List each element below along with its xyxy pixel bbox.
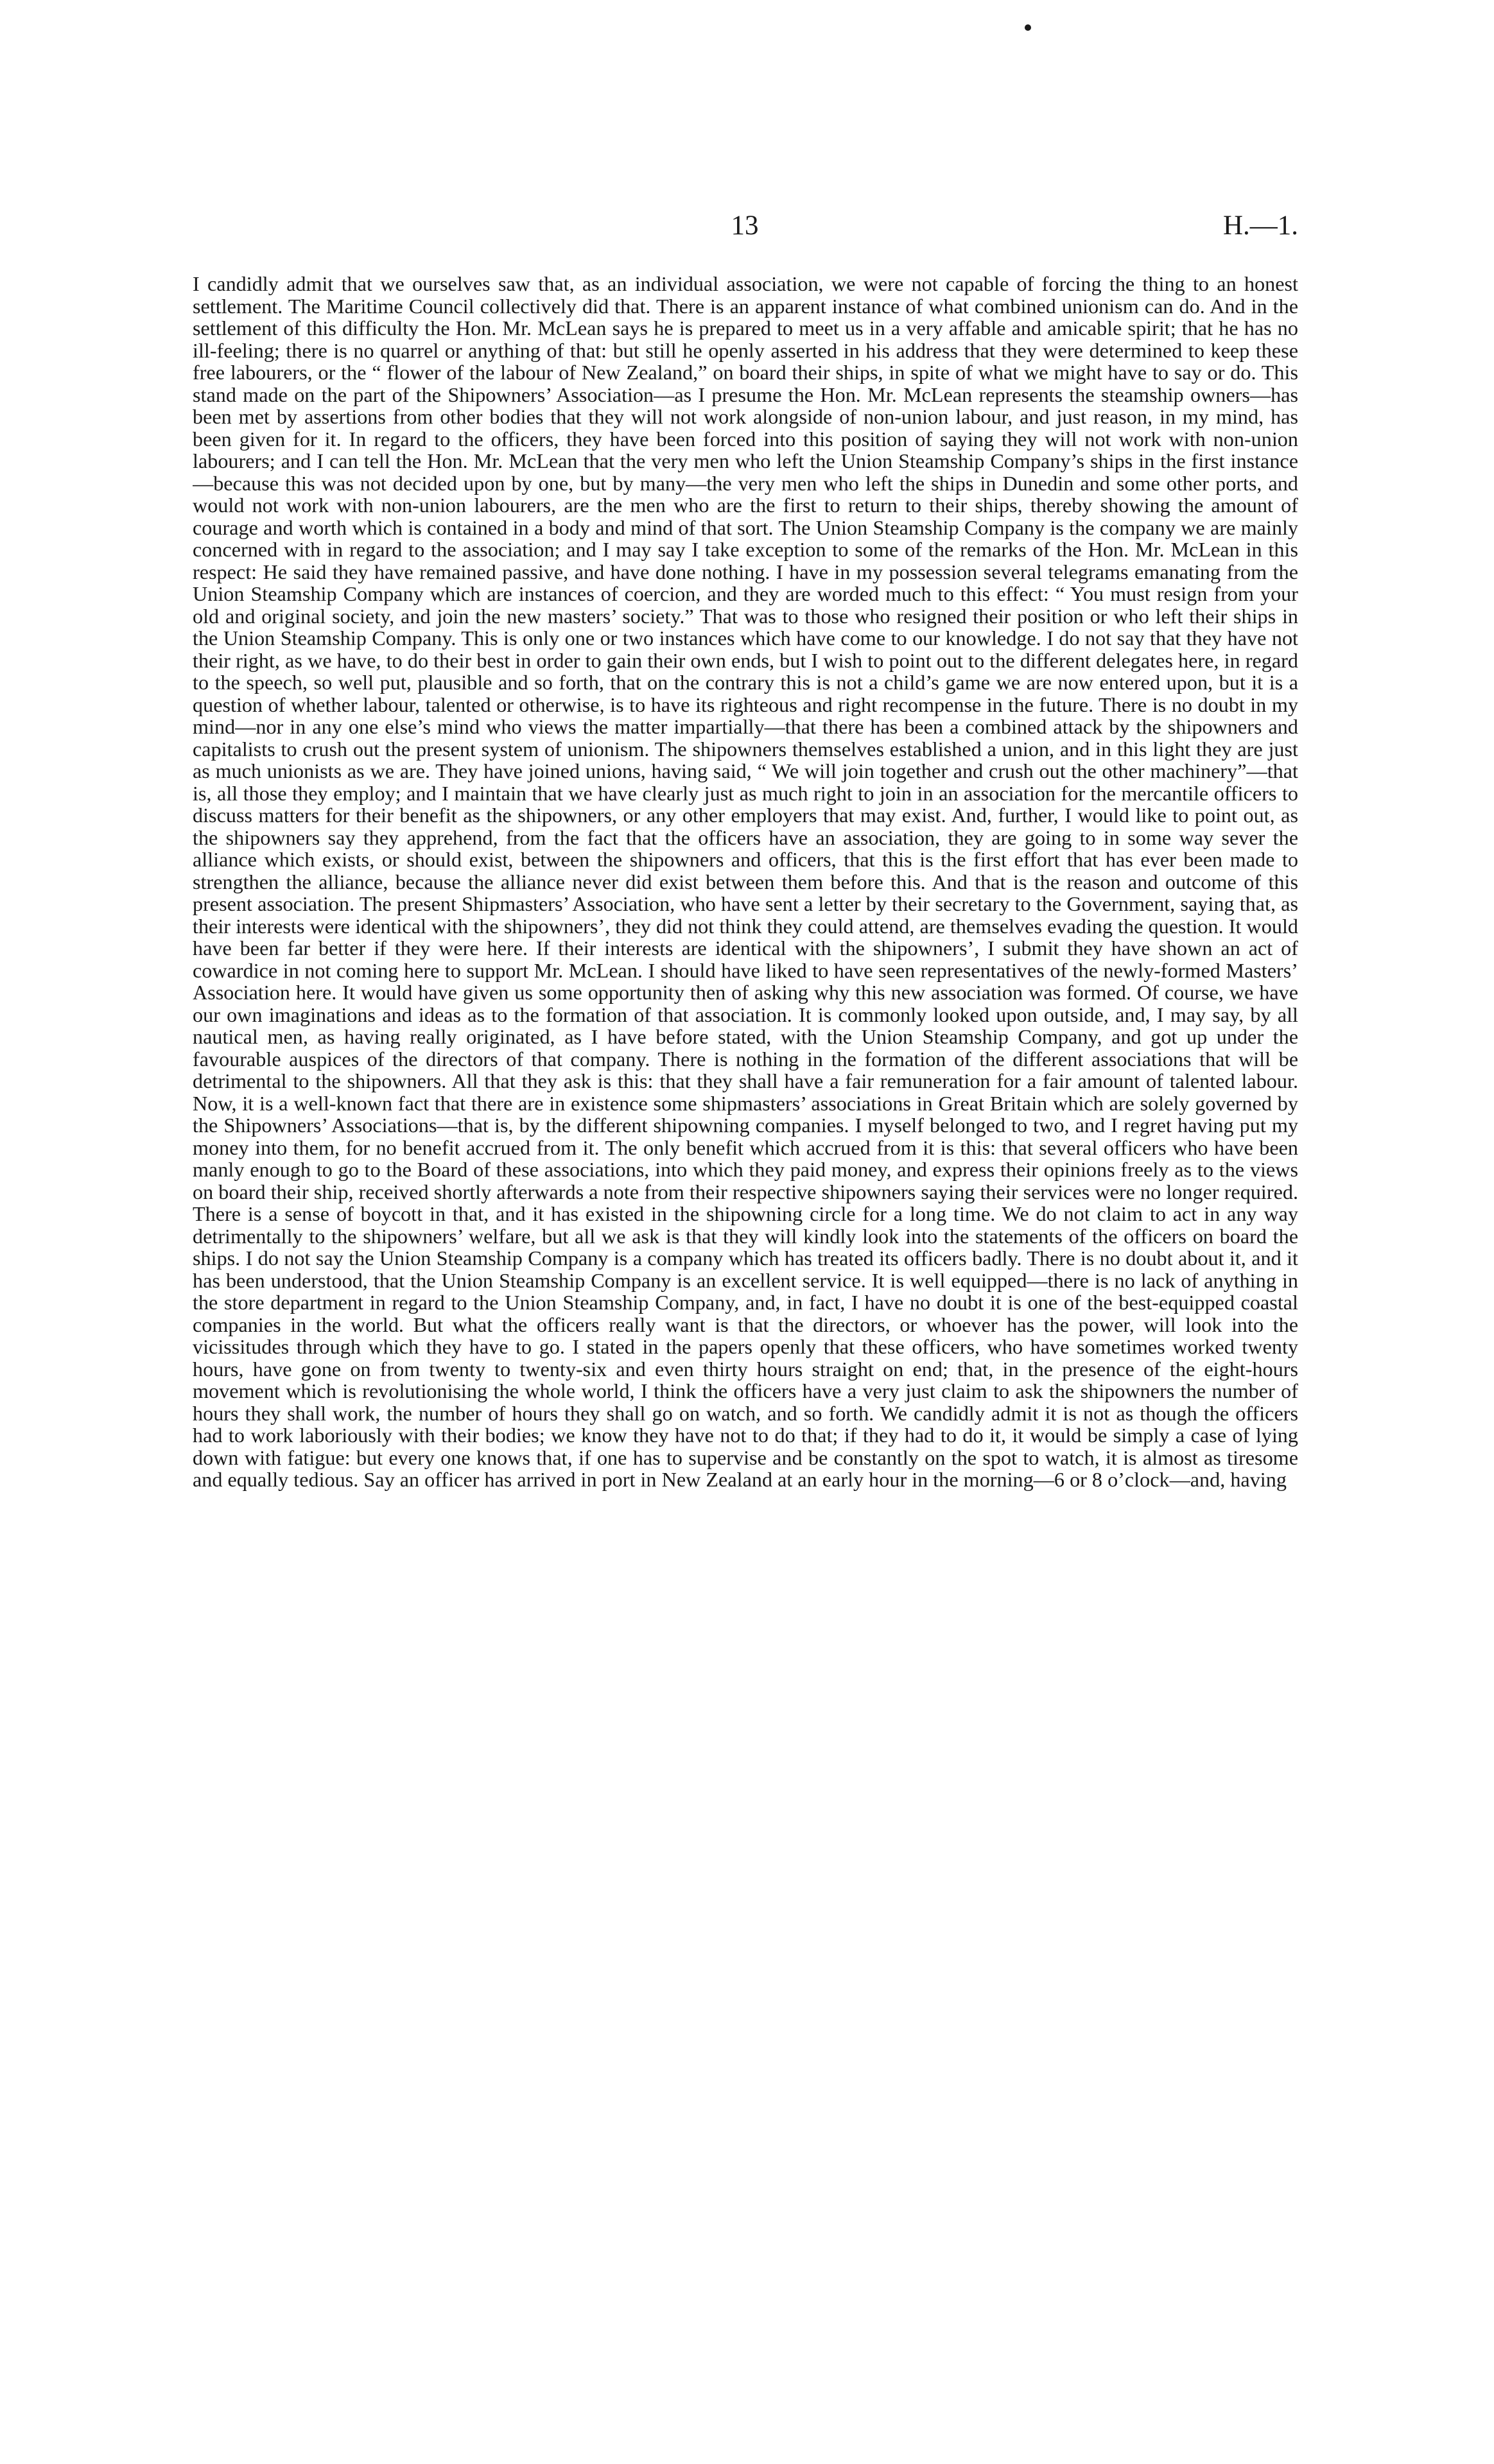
ink-speck [1025,24,1031,31]
page-header [193,207,1298,245]
document-reference: H.—1. [1222,211,1298,241]
page-number: 13 [731,211,759,241]
body-paragraph: I candidly admit that we ourselves saw that, as an individual association, we were not capable of forcing the thing to an honest settlement. The Maritime Council collectively did that. There is an apparent instance of what combined unionism can do. And in the settlement of this difficulty the Hon. Mr. McLean says he is prepared to meet us in a very affable and amicable spirit; that he has no ill-feeling; there is no quarrel or anything of that: but still he openly asserted in his address that they were determined to keep these free labourers, or the “ flower of the labour of New Zealand,” on board their ships, in spite of what we might have to say or do. This stand made on the part of the Shipowners’ Association—as I presume the Hon. Mr. McLean represents the steamship owners—has been met by assertions from other bodies that they will not work alongside of non-union labour, and just reason, in my mind, has been given for it. In regard to the officers, they have been forced into this position of saying they will not work with non-union labourers; and I can tell the Hon. Mr. McLean that the very men who left the Union Steamship Company’s ships in the first instance—because this was not decided upon by one, but by many—the very men who left the ships in Dunedin and some other ports, and would not work with non-union labourers, are the men who are the first to return to their ships, thereby showing the amount of courage and worth which is contained in a body and mind of that sort. The Union Steamship Company is the company we are mainly concerned with in regard to the association; and I may say I take exception to some of the remarks of the Hon. Mr. McLean in this respect: He said they have remained passive, and have done nothing. I have in my possession several telegrams emanating from the Union Steamship Company which are instances of coercion, and they are worded much to this effect: “ You must resign from your old and original society, and join the new masters’ society.” That was to those who resigned their position or who left their ships in the Union Steamship Company. This is only one or two instances which have come to our knowledge. I do not say that they have not their right, as we have, to do their best in order to gain their own ends, but I wish to point out to the different delegates here, in regard to the speech, so well put, plausible and so forth, that on the contrary this is not a child’s game we are now entered upon, but it is a question of whether labour, talented or otherwise, is to have its righteous and right recompense in the future. There is no doubt in my mind—nor in any one else’s mind who views the matter impartially—that there has been a combined attack by the shipowners and capitalists to crush out the present system of unionism. The shipowners themselves established a union, and in this light they are just as much unionists as we are. They have joined unions, having said, “ We will join together and crush out the other machinery”—that is, all those they employ; and I maintain that we have clearly just as much right to join in an association for the mercantile officers to discuss matters for their benefit as the shipowners, or any other employers that may exist. And, further, I would like to point out, as the shipowners say they apprehend, from the fact that the officers have an association, they are going to in some way sever the alliance which exists, or should exist, between the shipowners and officers, that this is the first effort that has ever been made to strengthen the alliance, because the alliance never did exist between them before this. And that is the reason and outcome of this present association. The present Shipmasters’ Association, who have sent a letter by their secretary to the Government, saying that, as their interests were identical with the shipowners’, they did not think they could attend, are themselves evading the question. It would have been far better if they were here. If their interests are identical with the shipowners’, I submit they have shown an act of cowardice in not coming here to support Mr. McLean. I should have liked to have seen representatives of the newly-formed Masters’ Association here. It would have given us some opportunity then of asking why this new association was formed. Of course, we have our own imaginations and ideas as to the formation of that association. It is commonly looked upon outside, and, I may say, by all nautical men, as having really originated, as I have before stated, with the Union Steamship Company, and got up under the favourable auspices of the directors of that company. There is nothing in the formation of the different associations that will be detrimental to the shipowners. All that they ask is this: that they shall have a fair remuneration for a fair amount of talented labour. Now, it is a well-known fact that there are in existence some shipmasters’ associations in Great Britain which are solely governed by the Shipowners’ Associations—that is, by the different shipowning companies. I myself belonged to two, and I regret having put my money into them, for no benefit accrued from it. The only benefit which accrued from it is this: that several officers who have been manly enough to go to the Board of these associations, into which they paid money, and express their opinions freely as to the views on board their ship, received shortly afterwards a note from their respective shipowners saying their services were no longer required. There is a sense of boycott in that, and it has existed in the shipowning circle for a long time. We do not claim to act in any way detrimentally to the shipowners’ welfare, but all we ask is that they will kindly look into the statements of the officers on board the ships. I do not say the Union Steamship Company is a company which has treated its officers badly. There is no doubt about it, and it has been understood, that the Union Steamship Company is an excellent service. It is well equipped—there is no lack of anything in the store department in regard to the Union Steamship Company, and, in fact, I have no doubt it is one of the best-equipped coastal companies in the world. But what the officers really want is that the directors, or whoever has the power, will look into the vicissitudes through which they have to go. I stated in the papers openly that these officers, who have sometimes worked twenty hours, have gone on from twenty to twenty-six and even thirty hours straight on end; that, in the presence of the eight-hours movement which is revolutionising the whole world, I think the officers have a very just claim to ask the shipowners the number of hours they shall work, the number of hours they shall go on watch, and so forth. We candidly admit it is not as though the officers had to work laboriously with their bodies; we know they have not to do that; if they had to do it, it would be simply a case of lying down with fatigue: but every one knows that, if one has to supervise and be constantly on the spot to watch, it is almost as tiresome and equally tedious. Say an officer has arrived in port in New Zealand at an early hour in the morning—6 or 8 o’clock—and, having [193,273,1298,1491]
